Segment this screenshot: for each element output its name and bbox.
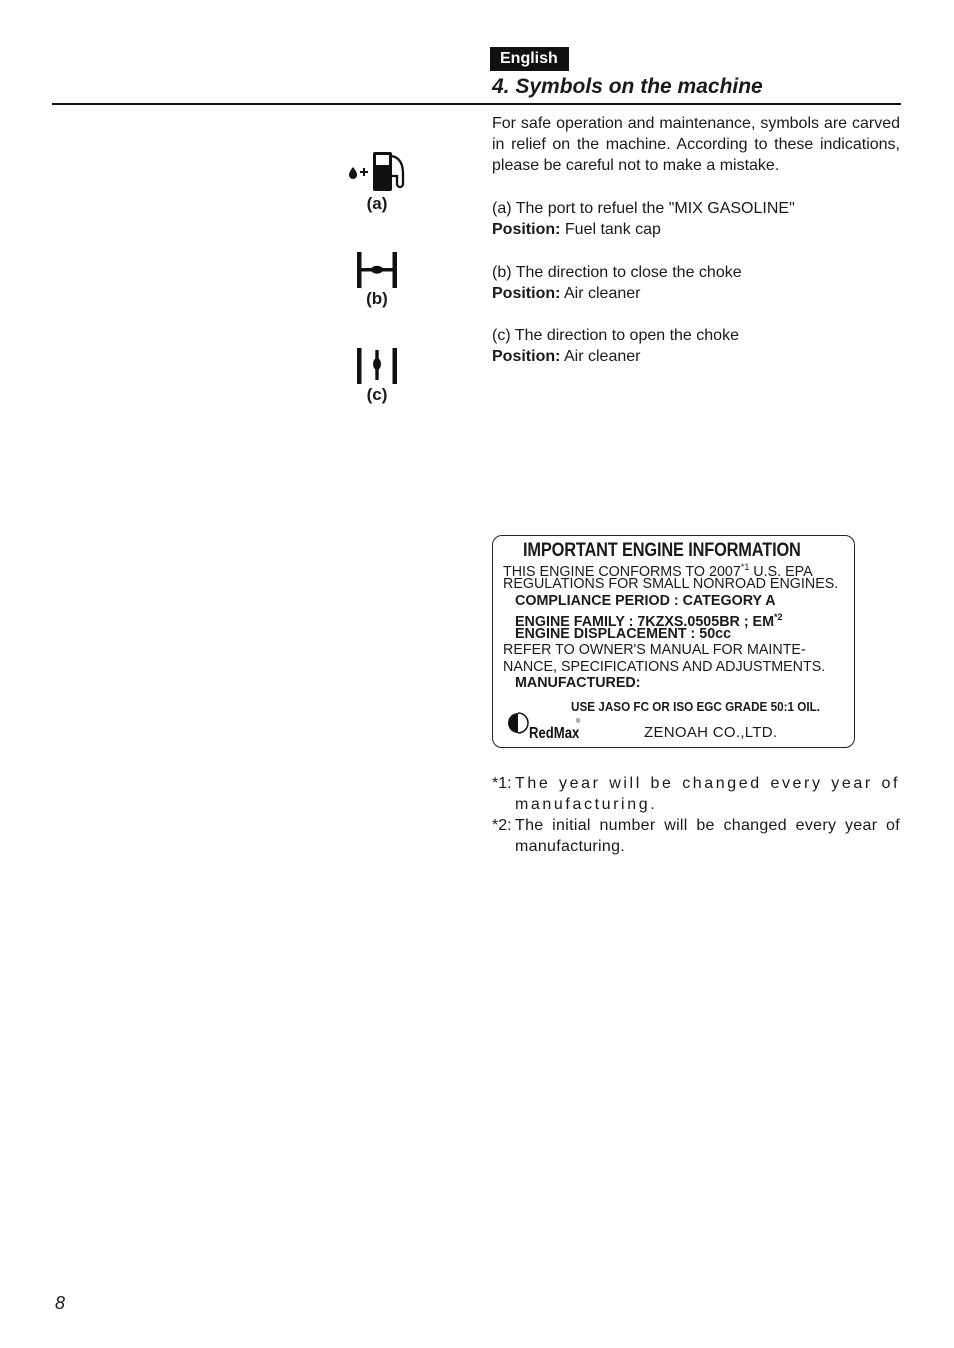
page-number: 8 [55,1293,66,1313]
entry-b-position-label: Position: [492,285,561,302]
footnote-1-text: The year will be changed every year of manufacturing. [515,775,900,813]
symbol-a-label: (a) [366,194,388,213]
footnotes [492,773,900,857]
engine-label-oil: USE JASO FC OR ISO EGC GRADE 50:1 OIL. [571,699,821,714]
symbol-b-label: (b) [366,289,388,308]
entry-a-position-value: Fuel tank cap [564,221,661,238]
entry-b-position-value: Air cleaner [564,285,641,302]
engine-label-refer-2: NANCE, SPECIFICATIONS AND ADJUSTMENTS. [503,659,826,675]
engine-info-label [492,535,855,748]
engine-label-refer-1: REFER TO OWNER'S MANUAL FOR MAINTE- [503,642,806,658]
choke-open-icon [355,347,399,385]
entry-c-position-label: Position: [492,348,561,365]
symbol-b [330,251,424,309]
engine-label-maker: ZENOAH CO.,LTD. [644,724,778,741]
entry-a-position-label: Position: [492,221,561,238]
choke-closed-icon [355,251,399,289]
intro-paragraph: For safe operation and maintenance, symbols are carved in relief on the machine. According to these indications, please be careful not to make a mistake. [492,115,900,174]
engine-label-line-1: THIS ENGINE CONFORMS TO 2007$^{*1}$ U.S. EPA [503,562,813,580]
entry-c [492,325,900,367]
footnote-1-mark: *1: [492,775,512,792]
engine-label-line-2: REGULATIONS FOR SMALL NONROAD ENGINES. [503,576,839,592]
entry-c-position-value: Air cleaner [564,348,641,365]
fuel-pump-icon [344,148,410,194]
engine-label-displacement: ENGINE DISPLACEMENT : 50cc [515,626,732,642]
entry-b-text: (b) The direction to close the choke [492,264,742,281]
svg-text:®: ® [576,719,581,725]
symbol-c [330,347,424,405]
engine-label-manufactured: MANUFACTURED: [515,675,641,691]
footnote-2-mark: *2: [492,817,512,834]
section-title: 4. Symbols on the machine [492,75,763,98]
symbol-c-label: (c) [366,385,388,404]
entry-b [492,262,900,304]
engine-label-family: ENGINE FAMILY : 7KZXS.0505BR ; EM$^{*2}$ [515,612,783,630]
footnote-2-text: The initial number will be changed every year of manufacturing. [515,817,900,855]
entry-c-text: (c) The direction to open the choke [492,327,739,344]
redmax-logo [507,710,583,742]
entry-a [492,198,900,240]
footnote-1 [492,773,900,815]
header-rule [52,103,901,105]
svg-text:RedMax: RedMax [529,724,580,742]
entry-a-text: (a) The port to refuel the "MIX GASOLINE" [492,200,795,217]
engine-label-title: IMPORTANT ENGINE INFORMATION [523,539,801,561]
engine-label-compliance: COMPLIANCE PERIOD : CATEGORY A [515,593,776,609]
footnote-2 [492,815,900,857]
language-tag: English [490,47,569,71]
symbol-a [330,148,424,214]
